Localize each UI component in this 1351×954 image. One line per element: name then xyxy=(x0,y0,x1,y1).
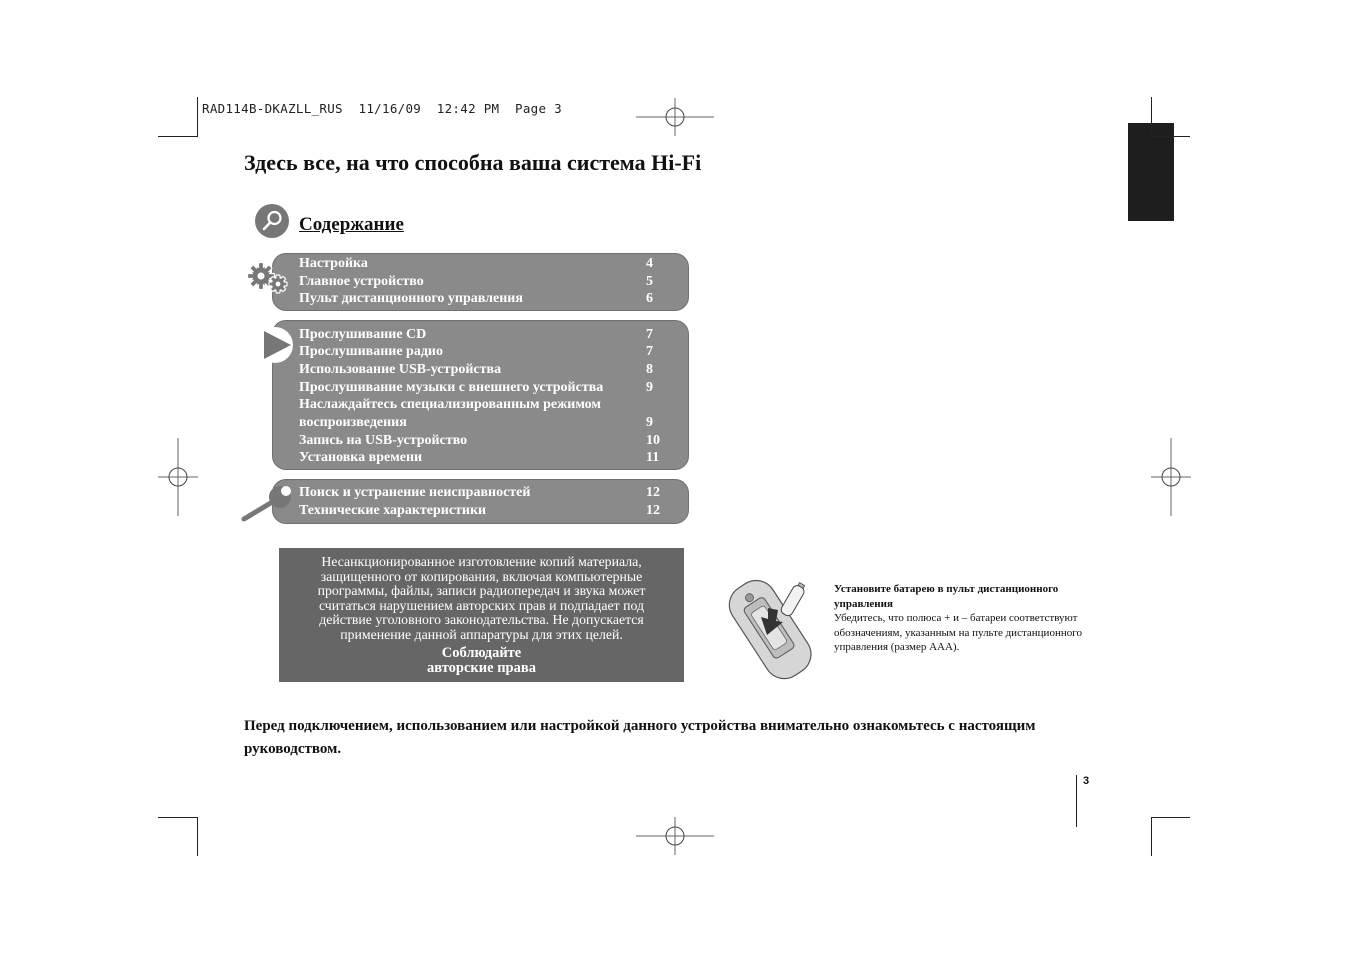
toc-item[interactable]: Прослушивание радио 7 xyxy=(299,344,653,359)
copyright-notice xyxy=(279,548,684,682)
play-icon xyxy=(258,326,294,364)
toc-item[interactable]: Поиск и устранение неисправностей 12 xyxy=(299,485,660,500)
toc-item[interactable]: Прослушивание музыки с внешнего устройства 9 xyxy=(299,380,653,395)
copyright-text: Несанкционированное изготовление копий материала, защищенного от копирования, включая компьютерные программы, файлы, записи радиопередач и звука может считаться нарушением авторских прав и подпадает под действие уголовного законодательства. Не допускается применение данной аппаратуры для этих целей. xyxy=(317,554,646,642)
copyright-heading: Соблюдайте авторские права xyxy=(427,644,536,676)
section-tab xyxy=(1128,123,1174,221)
toc-item[interactable]: Пульт дистанционного управления 6 xyxy=(299,291,653,306)
registration-mark-left-icon xyxy=(158,438,198,516)
toc-item[interactable]: Технические характеристики 12 xyxy=(299,503,660,518)
remote-battery-illustration-icon xyxy=(716,579,826,679)
page-title: Здесь все, на что способна ваша система Hi-Fi xyxy=(244,150,702,175)
battery-instructions xyxy=(834,582,1114,655)
registration-mark-top-icon xyxy=(636,98,714,136)
toc-item[interactable]: Наслаждайтесь специализированным режимом xyxy=(299,397,601,412)
magnifier-icon xyxy=(255,204,289,238)
toc-item[interactable]: Запись на USB-устройство 10 xyxy=(299,433,660,448)
contents-heading: Содержание xyxy=(299,214,404,235)
read-manual-note: Перед подключением, использованием или настройкой данного устройства внимательно ознакомьтесь с настоящим руководством. xyxy=(244,718,1036,757)
battery-title: Установите батарею в пульт дистанционного управления xyxy=(834,583,1059,610)
page-number: 3 xyxy=(1083,775,1090,787)
toc-item[interactable]: Прослушивание CD 7 xyxy=(299,327,653,342)
wrench-icon xyxy=(240,484,296,524)
registration-mark-bottom-icon xyxy=(636,817,714,855)
gears-icon xyxy=(247,261,289,295)
toc-item[interactable]: Использование USB-устройства 8 xyxy=(299,362,653,377)
registration-mark-right-icon xyxy=(1151,438,1191,516)
print-header: RAD114B-DKAZLL_RUS 11/16/09 12:42 PM Page 3 xyxy=(202,101,562,116)
toc-item[interactable]: Настройка 4 xyxy=(299,256,653,271)
battery-text: Убедитесь, что полюса + и – батареи соответствуют обозначениям, указанным на пульте дистанционного управления (размер AAA). xyxy=(834,612,1082,653)
toc-item[interactable]: Главное устройство 5 xyxy=(299,274,653,289)
toc-item[interactable]: Установка времени 11 xyxy=(299,450,660,465)
toc-item[interactable]: воспроизведения 9 xyxy=(299,415,653,430)
